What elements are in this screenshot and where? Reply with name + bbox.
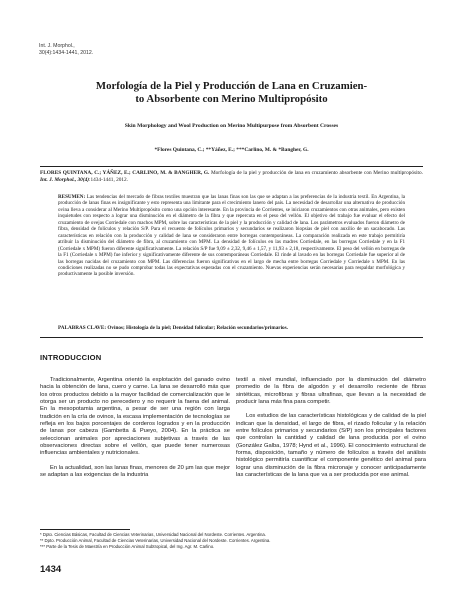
footnote: *** Parte de la Tesis de Maestría en Producción Animal Subtropical, del Ing. Agr. M. Carlino.: [40, 544, 215, 550]
keywords-bottom-rule: [40, 337, 423, 338]
paragraph: Los estudios de las características histológicas y de calidad de la piel indican que la densidad, el largo de fibra, el rizado folicular y la relación entre folículos primarios y secundarios (S/P) son los principales factores que controlan la cantidad y calidad de lana producida por el ovino (González Galba, 1978; Hynd et al., 1996). El conocimiento estructural de forma, disposición, tamaño y número de folículos a través del análisis histológico permitiría cuantificar el componente genético del animal para lograr una disminución de la fibra micronaje y conocer anticipadamente las características de la lana que va a ser producida por ese animal.: [236, 413, 426, 479]
citation-pages: :1434-1441, 2012.: [89, 177, 129, 183]
footnote-rule: [40, 529, 130, 530]
abstract-text: Las tendencias del mercado de fibras textiles muestran que las lanas finas son las que se adaptan a las preferencias de la industria textil. En Argentina, la producción de lanas finas es insignificante y esto representa una limitante para el crecimiento lanero del país. La necesidad de desarrollar una alternativa de producción ovina lleva a considerar al Merino Multipropósito como una opción interesante. En la provincia de Corrientes, se iniciaron cruzamientos con otras animales, pero existen inquietudes con respecto a lograr una disminución en el diámetro de la fibra y que repercuta en el peso del vellón. El objetivo del trabajo fue evaluar el efecto del cruzamiento de ovejas Corriedale con machos MPM, sobre las características de la piel y la producción y calidad de lana. Los parámetros evaluados fueron diámetro de fibra, densidad de folículos y relación S/P. Para el recuento de folículos primarios y secundarios se realizaron biopsias de piel con auxilio de un sacabocado. Las características en relación con la producción y calidad de lana se consideraron entre borregas contemporáneas. La comparación realizada en este trabajo permitiría atribuir la disminución del diámetro de fibra, al cruzamiento con MPM. La densidad de folículos en las madres Corriedale, en las borregas Corriedale y en la F1 (Corriedale x MPM) fueron diferente significativamente. La relación S/P fue 9,09 ± 2,32, 9,46 ± 1,57, y 11,93 ± 2,18, respectivamente. El peso del vellón en borregas de la F1 (Corriedale x MPM) fue inferior y significativamente diferente de sus contemporáneas Corriedale. El rinde al lavado en las borregas Corriedale fue superior al de las borregas nacidas del cruzamiento con MPM. Las diferencias fueron significativas en el largo de mecha entre borregas Corriedale y Corriedale x MPM. En las condiciones realizadas no se pudo comprobar todas las expectativas esperadas con el cruzamiento. Nuevas experiencias serán necesarias para respaldar morfológica y productivamente la posible inversión.: [58, 194, 405, 278]
article-title-line-2: to Absorbente con Merino Multipropósito: [135, 93, 328, 105]
paragraph: textil a nivel mundial, influenciado por la disminución del diámetro promedio de la fibra de algodón y el desarrollo reciente de fibras sintéticas, microfibras y fibras ultrafinas, que llevan a la necesidad de producir lana más fina para competir.: [236, 377, 426, 406]
paragraph: Tradicionalmente, Argentina orientó la explotación del ganado ovino hacia la obtención de lana, cuero y carne. La lana se desarrolló más que los otros productos debido a la mayor facilidad de comercialización que le otorga ser un producto no perecedero y no requerir la faena del animal. En la mesopotamia argentina, a pesar de ser una región con larga tradición en la cría de ovinos, la escasa implementación de tecnologías se refleja en los bajos porcentajes de corderos logrados y en la producción de lanas por cabeza (Gambetta & Pueyo, 2004). En la práctica se seleccionan animales por apreciaciones subjetivas a través de las observaciones directas sobre el vellón, que puede tener numerosas influencias ambientales y nutricionales.: [40, 377, 230, 457]
paragraph: En la actualidad, son las lanas finas, menores de 20 µm las que mejor se adaptan a las exigencias de la industria: [40, 464, 230, 479]
body-column-left: [40, 377, 230, 479]
citation-authors: FLORES QUINTANA, C.; YÁÑEZ, E.; CARLINO, M. & BANGHER, G.: [40, 170, 210, 176]
journal-name: Int. J. Morphol.,: [39, 43, 75, 49]
citation-block: [40, 170, 423, 184]
page-number: 1434: [40, 564, 62, 575]
abstract-label: RESUMEN:: [58, 194, 86, 200]
english-title: Skin Morphology and Wool Production on Merino Multipurpose from Absorbent Crosses: [124, 123, 339, 129]
citation-journal: Int. J. Morphol., 30(4): [40, 177, 90, 183]
author-list: *Flores Quintana, C.; **Yáñez, E.; ***Carlino, M. & *Bangher, G.: [154, 147, 309, 153]
keywords: PALABRAS CLAVE: Ovinos; Histología de la piel; Densidad folicular; Relación secundarios/primarios.: [58, 325, 288, 331]
footnotes: [40, 532, 423, 550]
citation-text: Morfología de la piel y producción de lana en cruzamiento absorbente con Merino multipropósito.: [209, 170, 423, 176]
section-heading-introduction: INTRODUCCION: [40, 353, 102, 362]
footnote: * Dpto. Ciencias Básicas, Facultad de Ciencias Veterinarias, Universidad Nacional del Nordeste. Corrientes. Argentina.: [40, 532, 266, 537]
journal-reference: [39, 43, 93, 57]
citation-top-rule: [40, 166, 423, 167]
abstract: [58, 194, 405, 278]
journal-volume: 30(4):1434-1441, 2012.: [39, 50, 94, 56]
article-title-line-1: Morfología de la Piel y Producción de Lana en Cruzamien-: [95, 80, 368, 92]
body-column-right: [236, 377, 426, 479]
footnote: ** Dpto. Producción Animal, Facultad de Ciencias Veterinarias, Universidad Nacional del Nordeste. Corrientes. Argentina.: [40, 538, 271, 544]
article-title: [40, 80, 423, 106]
